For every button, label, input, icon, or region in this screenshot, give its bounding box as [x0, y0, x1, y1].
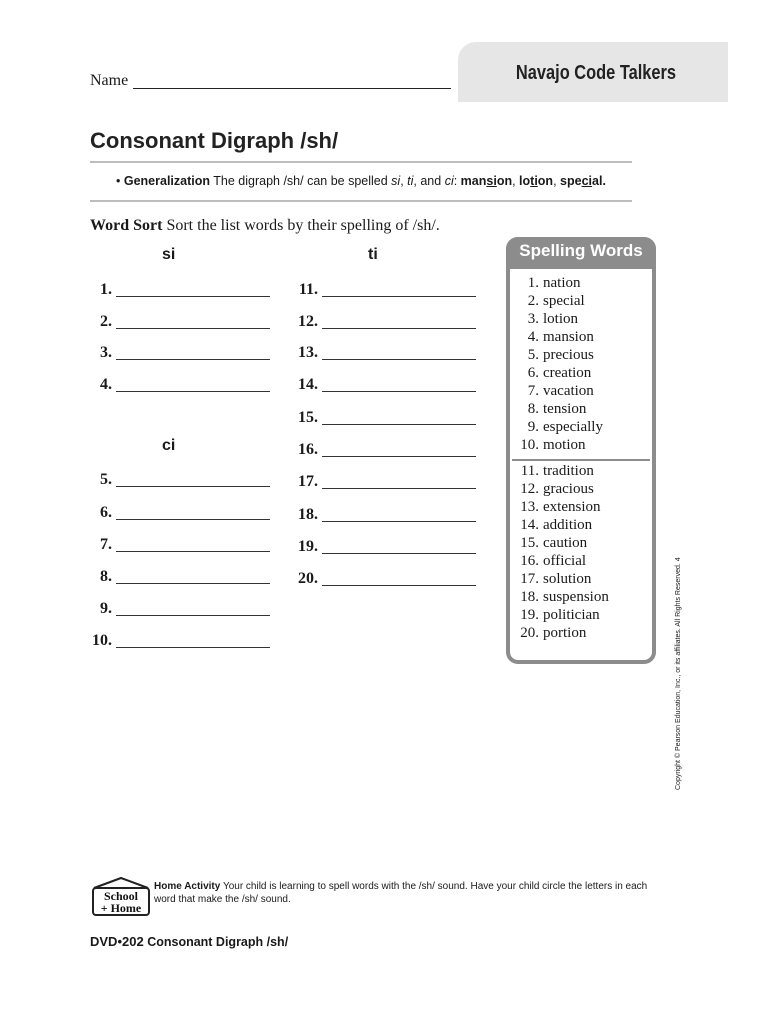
list-item — [513, 588, 653, 606]
blank-number: 8. — [100, 568, 112, 585]
blank-line[interactable] — [116, 296, 270, 297]
blank-number: 3. — [100, 344, 112, 361]
list-item — [513, 534, 653, 552]
blank-number: 14. — [298, 376, 318, 393]
item-number: 19. — [520, 607, 539, 623]
ex-part: al. — [592, 174, 606, 188]
home-activity-text: Your child is learning to spell words with the /sh/ sound. Have your child circle the letters in each word that make the /sh/ sound. — [154, 881, 648, 905]
item-number: 3. — [527, 311, 539, 327]
item-word: solution — [543, 571, 592, 587]
spelling-si: si — [391, 174, 401, 188]
blank-line[interactable] — [116, 583, 270, 584]
ex-underline: si — [486, 174, 497, 188]
blank-line[interactable] — [116, 359, 270, 360]
blank-line[interactable] — [322, 359, 476, 360]
ex-underline: ci — [581, 174, 593, 188]
list-item — [513, 364, 653, 382]
item-word: addition — [543, 517, 593, 533]
item-number: 4. — [527, 329, 539, 345]
column-heading-ci: ci — [162, 437, 176, 454]
example-mansion — [461, 174, 512, 188]
blank-number: 6. — [100, 504, 112, 521]
list-item — [513, 552, 653, 570]
item-number: 6. — [527, 365, 539, 381]
item-word: extension — [543, 499, 601, 515]
item-number: 5. — [527, 347, 539, 363]
blank-line[interactable] — [322, 424, 476, 425]
item-number: 1. — [527, 275, 539, 291]
list-item — [513, 274, 653, 292]
logo-text-school: School — [103, 889, 139, 903]
blank-number: 16. — [298, 441, 318, 458]
page-title: Consonant Digraph /sh/ — [90, 128, 339, 153]
list-item — [513, 328, 653, 346]
ex-part: lo — [519, 174, 531, 188]
item-word: mansion — [543, 329, 594, 345]
list-item — [513, 292, 653, 310]
spelling-ci: ci — [444, 174, 454, 188]
item-word: vacation — [543, 383, 594, 399]
list-item — [513, 382, 653, 400]
ex-part: on — [537, 174, 554, 188]
punct: , — [553, 174, 561, 188]
ex-underline: ti — [530, 174, 538, 188]
blank-number: 5. — [100, 471, 112, 488]
blank-line[interactable] — [116, 328, 270, 329]
item-number: 9. — [527, 419, 539, 435]
word-sort-text: Sort the list words by their spelling of /sh/. — [166, 217, 440, 234]
item-number: 8. — [527, 401, 539, 417]
blank-line[interactable] — [322, 296, 476, 297]
list-item — [513, 400, 653, 418]
list-item — [513, 462, 653, 480]
blank-number: 19. — [298, 538, 318, 555]
generalization — [116, 174, 606, 188]
word-sort-label: Word Sort — [90, 217, 163, 234]
item-word: tension — [543, 401, 587, 417]
bottom-divider — [90, 200, 632, 202]
blank-line[interactable] — [322, 585, 476, 586]
item-word: especially — [543, 419, 603, 435]
column-heading-si: si — [162, 246, 176, 263]
blank-number: 18. — [298, 506, 318, 523]
item-word: suspension — [543, 589, 609, 605]
home-activity-label: Home Activity — [154, 881, 221, 892]
blank-line[interactable] — [116, 486, 270, 487]
blank-number: 9. — [100, 600, 112, 617]
example-lotion — [519, 174, 553, 188]
blank-line[interactable] — [116, 391, 270, 392]
blank-line[interactable] — [116, 551, 270, 552]
item-number: 11. — [520, 463, 539, 479]
ex-part: man — [460, 174, 487, 188]
spelling-words-divider — [512, 459, 650, 461]
blank-number: 13. — [298, 344, 318, 361]
footer-code — [90, 934, 288, 949]
column-heading-ti: ti — [368, 246, 378, 263]
bullet: • — [116, 174, 121, 188]
unit-title: Navajo Code Talkers — [515, 62, 677, 84]
ex-part: on — [496, 174, 513, 188]
copyright-notice: Copyright © Pearson Education, Inc., or its affiliates. All Rights Reserved. 4 — [675, 557, 682, 790]
item-number: 7. — [527, 383, 539, 399]
spelling-words-title: Spelling Words — [519, 241, 643, 260]
blank-number: 11. — [298, 281, 318, 298]
list-item — [513, 310, 653, 328]
blank-number: 17. — [298, 473, 318, 490]
blank-line[interactable] — [116, 615, 270, 616]
example-special — [560, 174, 606, 188]
blank-line[interactable] — [322, 391, 476, 392]
spelling-words-list-1 — [513, 274, 653, 454]
item-number: 17. — [520, 571, 539, 587]
logo-text-home: + Home — [100, 901, 142, 915]
item-word: official — [543, 553, 587, 569]
blank-number: 20. — [298, 570, 318, 587]
generalization-text: The digraph /sh/ can be spelled — [213, 174, 392, 188]
school-home-logo-icon — [90, 876, 152, 916]
blank-line[interactable] — [116, 519, 270, 520]
item-word: politician — [543, 607, 600, 623]
item-number: 13. — [520, 499, 539, 515]
item-number: 2. — [527, 293, 539, 309]
blank-number: 15. — [298, 409, 318, 426]
list-item — [513, 606, 653, 624]
list-item — [513, 346, 653, 364]
item-number: 20. — [520, 625, 539, 641]
top-divider — [90, 161, 632, 163]
item-word: special — [543, 293, 585, 309]
item-number: 18. — [520, 589, 539, 605]
spelling-words-list-2 — [513, 462, 653, 642]
blank-line[interactable] — [322, 456, 476, 457]
item-word: motion — [543, 437, 586, 453]
item-word: creation — [543, 365, 592, 381]
blank-number: 7. — [100, 536, 112, 553]
blank-line[interactable] — [322, 328, 476, 329]
punct: , — [400, 174, 408, 188]
punct: , and — [413, 174, 445, 188]
blank-number: 1. — [100, 281, 112, 298]
item-number: 16. — [520, 553, 539, 569]
punct: , — [512, 174, 520, 188]
ex-part: spe — [560, 174, 582, 188]
item-word: tradition — [543, 463, 594, 479]
punct: : — [453, 174, 461, 188]
page-code: DVD•202 — [90, 934, 144, 949]
item-number: 14. — [520, 517, 539, 533]
name-field[interactable] — [133, 88, 451, 89]
item-word: nation — [543, 275, 581, 291]
blank-number: 12. — [298, 313, 318, 330]
list-item — [513, 436, 653, 454]
generalization-label: Generalization — [123, 174, 211, 188]
blank-number: 4. — [100, 376, 112, 393]
spelling-ti: ti — [407, 174, 414, 188]
blank-line[interactable] — [322, 521, 476, 522]
footer-title: Consonant Digraph /sh/ — [147, 935, 289, 949]
blank-line[interactable] — [116, 647, 270, 648]
item-number: 12. — [520, 481, 539, 497]
list-item — [513, 480, 653, 498]
blank-number: 10. — [92, 632, 112, 649]
item-word: precious — [543, 347, 594, 363]
blank-line[interactable] — [322, 488, 476, 489]
list-item — [513, 570, 653, 588]
list-item — [513, 516, 653, 534]
word-sort-instruction — [90, 217, 440, 235]
list-item — [513, 498, 653, 516]
list-item — [513, 418, 653, 436]
item-word: caution — [543, 535, 588, 551]
blank-number: 2. — [100, 313, 112, 330]
item-number: 15. — [520, 535, 539, 551]
item-number: 10. — [520, 437, 539, 453]
item-word: lotion — [543, 311, 579, 327]
item-word: portion — [543, 625, 587, 641]
blank-line[interactable] — [322, 553, 476, 554]
name-label: Name — [90, 72, 129, 89]
item-word: gracious — [543, 481, 594, 497]
list-item — [513, 624, 653, 642]
home-activity — [154, 880, 664, 906]
